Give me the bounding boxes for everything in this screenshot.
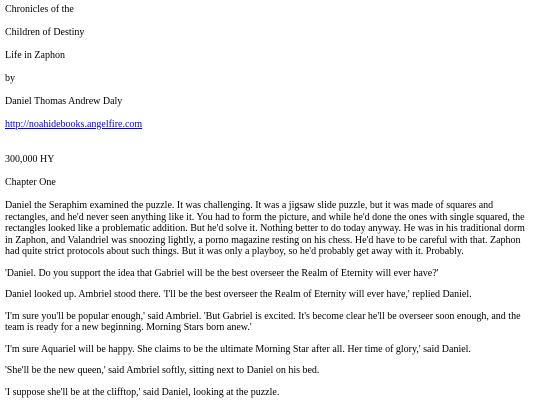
website-link-line: [5, 119, 533, 131]
author-name: Daniel Thomas Andrew Daly: [5, 96, 123, 107]
paragraph: 'I'm sure you'll be popular enough,' said Ambriel. 'But Gabriel is excited. It's become clear he'll be overseer soon enough, and the team is ready for a new beginning. Morning Stars born anew.': [5, 310, 521, 333]
title-line-1: Chronicles of the: [5, 4, 74, 15]
spacer: [5, 131, 533, 154]
paragraph: Daniel looked up. Ambriel stood there. 'I'll be the best overseer the Realm of Eternity will ever have,' replied Daniel.: [5, 289, 472, 300]
paragraph: 'Daniel. Do you support the idea that Gabriel will be the best overseer the Realm of Eternity will ever have?': [5, 267, 439, 279]
chapter-heading: Chapter One: [5, 177, 56, 188]
title-line-2: Children of Destiny: [5, 27, 85, 38]
title-line-3: Life in Zaphon: [5, 50, 65, 61]
year-heading: 300,000 HY: [5, 154, 55, 165]
document-body: [5, 4, 533, 408]
paragraph: Daniel the Seraphim examined the puzzle. It was challenging. It was a jigsaw slide puzzle, but it was made of squares and rectangles, and he'd never seen anything like it. You had to form the picture, and while he'd done the ones with single squared, the rectangles looked like a problematic addition. But he'd solve it. Nothing better to do today anyway. He was in his traditional dorm in Zaphon, and Valandriel was snoozing lightly, a porno magazine resting on his chess. He'd have to be careful with that. Zaphon had quite strict protocols about such things. But it was only a playboy, so he'd probably get away with it. Probably.: [5, 200, 525, 257]
paragraph: 'I'm sure Aquariel will be happy. She claims to be the ultimate Morning Star after all. Her time of glory,' said Daniel.: [5, 343, 471, 355]
byline: by: [5, 73, 15, 84]
paragraph: 'She'll be the new queen,' said Ambriel softly, sitting next to Daniel on his bed.: [5, 365, 320, 376]
website-link[interactable]: http://noahidebooks.angelfire.com: [5, 119, 143, 130]
paragraph: 'I suppose she'll be at the clifftop,' said Daniel, looking at the puzzle.: [5, 386, 280, 398]
